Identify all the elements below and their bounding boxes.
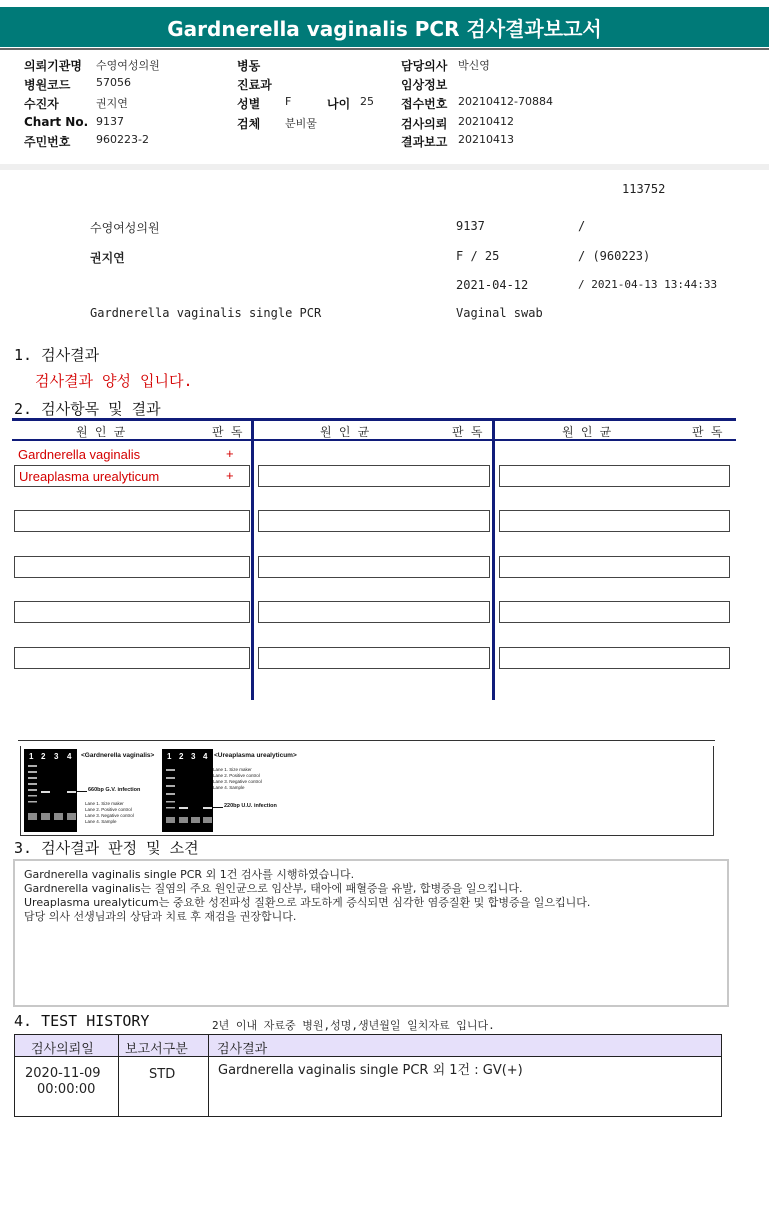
legend-line: Lane 4. Sample bbox=[213, 785, 245, 790]
column-header-pathogen: 원 인 균 bbox=[562, 425, 612, 439]
empty-row bbox=[499, 556, 730, 578]
lane-number: 2 bbox=[41, 752, 46, 761]
history-type: STD bbox=[149, 1067, 176, 1082]
header-value-hospital-code: 57056 bbox=[96, 76, 131, 89]
gel-band-label-gv: 660bp G.V. infection bbox=[88, 787, 141, 793]
column-header-judgement: 판 독 bbox=[212, 425, 243, 439]
legend-line: Lane 3. Negative control bbox=[85, 813, 134, 818]
history-date: 2020-11-09 bbox=[25, 1066, 101, 1081]
header-label: 나이 bbox=[327, 97, 351, 111]
section2-heading: 2. 검사항목 및 결과 bbox=[14, 400, 161, 418]
report-title: Gardnerella vaginalis PCR 검사결과보고서 bbox=[0, 7, 769, 47]
history-header-row bbox=[15, 1035, 721, 1057]
history-col-date: 검사의뢰일 bbox=[31, 1042, 94, 1057]
column-header-judgement: 판 독 bbox=[692, 425, 723, 439]
info-test-name: Gardnerella vaginalis single PCR bbox=[90, 306, 322, 320]
legend-line: Lane 2. Positive control bbox=[213, 773, 260, 778]
column-header-pathogen: 원 인 균 bbox=[76, 425, 126, 439]
header-label: 담당의사 bbox=[401, 59, 448, 73]
gel-top-rule bbox=[18, 740, 715, 741]
header-value-report-date: 20210413 bbox=[458, 133, 514, 146]
gel-title-uu: <Ureaplasma urealyticum> bbox=[214, 752, 297, 759]
result-row bbox=[14, 465, 250, 487]
info-sex-age: F / 25 bbox=[456, 249, 500, 263]
header-label: 진료과 bbox=[237, 78, 272, 92]
empty-row bbox=[14, 647, 250, 669]
info-report-datetime: / 2021-04-13 13:44:33 bbox=[578, 278, 718, 291]
header-value-request-date: 20210412 bbox=[458, 115, 514, 128]
header-divider bbox=[0, 164, 769, 170]
header-value-receipt-number: 20210412-70884 bbox=[458, 95, 553, 108]
empty-row bbox=[499, 510, 730, 532]
header-label: 결과보고 bbox=[401, 135, 448, 149]
gel-legend-uu bbox=[213, 767, 262, 791]
positive-result-text: 검사결과 양성 입니다. bbox=[35, 372, 193, 390]
header-label: 성별 bbox=[237, 97, 261, 111]
header-label: 접수번호 bbox=[401, 97, 448, 111]
result-positive: + bbox=[226, 446, 234, 461]
gel-photo-gv bbox=[24, 749, 77, 832]
history-col-type: 보고서구분 bbox=[125, 1042, 188, 1057]
empty-row bbox=[14, 601, 250, 623]
lane-number: 2 bbox=[179, 752, 184, 761]
header-label: 병동 bbox=[237, 59, 261, 73]
header-value-hospital: 수영여성의원 bbox=[96, 59, 160, 72]
header-label: Chart No. bbox=[24, 115, 89, 129]
history-col-result: 검사결과 bbox=[217, 1042, 268, 1057]
header-value-patient: 권지연 bbox=[96, 97, 128, 110]
history-note: 2년 이내 자료중 병원,성명,생년월일 일치자료 입니다. bbox=[212, 1019, 495, 1032]
header-label: 병원코드 bbox=[24, 78, 71, 92]
header-label: 수진자 bbox=[24, 97, 59, 111]
history-table bbox=[14, 1034, 722, 1117]
empty-row bbox=[258, 647, 490, 669]
opinion-line: Gardnerella vaginalis는 질염의 주요 원인균으로 임산부, 태아에 패혈증을 유발, 합병증을 일으킵니다. bbox=[24, 882, 523, 895]
section4-heading: 4. TEST HISTORY bbox=[14, 1012, 150, 1030]
empty-row bbox=[499, 465, 730, 487]
empty-row bbox=[258, 601, 490, 623]
header-label: 주민번호 bbox=[24, 135, 71, 149]
band-arrow bbox=[213, 807, 223, 808]
legend-line: Lane 4. Sample bbox=[85, 819, 117, 824]
pathogen-name: Ureaplasma urealyticum bbox=[19, 469, 160, 484]
legend-line: Lane 2. Positive control bbox=[85, 807, 132, 812]
column-header-judgement: 판 독 bbox=[452, 425, 483, 439]
header-label: 임상정보 bbox=[401, 78, 448, 92]
header-value-resident-number: 960223-2 bbox=[96, 133, 149, 146]
band-arrow bbox=[77, 791, 87, 792]
gel-legend-gv bbox=[85, 801, 134, 825]
lane-number: 1 bbox=[167, 752, 172, 761]
opinion-line: Ureaplasma urealyticum는 중요한 성전파성 질환으로 과도하게 증식되면 심각한 염증질환 및 합병증을 일으킵니다. bbox=[24, 896, 591, 909]
info-hospital: 수영여성의원 bbox=[90, 221, 160, 235]
result-positive: + bbox=[226, 468, 234, 483]
info-patient-name: 권지연 bbox=[90, 251, 125, 265]
header-value-doctor: 박신영 bbox=[458, 59, 490, 72]
empty-row bbox=[258, 510, 490, 532]
section3-heading: 3. 검사결과 판정 및 소견 bbox=[14, 839, 199, 857]
header-value-age: 25 bbox=[360, 95, 374, 108]
result-row bbox=[14, 443, 250, 465]
gel-photo-uu bbox=[162, 749, 213, 832]
opinion-line: Gardnerella vaginalis single PCR 외 1건 검사를 시행하였습니다. bbox=[24, 868, 355, 881]
header-label: 검사의뢰 bbox=[401, 117, 448, 131]
history-time: 00:00:00 bbox=[37, 1082, 96, 1097]
header-info bbox=[0, 52, 769, 162]
empty-row bbox=[14, 510, 250, 532]
empty-row bbox=[14, 556, 250, 578]
gel-band-label-uu: 220bp U.U. infection bbox=[224, 803, 277, 809]
header-label: 의뢰기관명 bbox=[24, 59, 82, 73]
results-table bbox=[12, 418, 736, 700]
column-header-pathogen: 원 인 균 bbox=[320, 425, 370, 439]
legend-line: Lane 3. Negative control bbox=[213, 779, 262, 784]
header-value-specimen: 분비물 bbox=[285, 117, 317, 130]
header-value-chart: 9137 bbox=[96, 115, 124, 128]
info-separator: / bbox=[578, 219, 586, 233]
lane-number: 3 bbox=[54, 752, 59, 761]
lane-number: 4 bbox=[203, 752, 208, 761]
lane-number: 4 bbox=[67, 752, 72, 761]
column-divider bbox=[118, 1035, 119, 1116]
opinion-box bbox=[13, 859, 729, 1007]
info-chart-number: 9137 bbox=[456, 219, 485, 233]
info-birth-id: / (960223) bbox=[578, 249, 651, 263]
title-divider bbox=[0, 48, 769, 50]
lane-number: 1 bbox=[29, 752, 34, 761]
opinion-line: 담당 의사 선생님과의 상담과 치료 후 재검을 권장합니다. bbox=[24, 910, 297, 923]
gel-title-gv: <Gardnerella vaginalis> bbox=[81, 752, 155, 759]
column-divider bbox=[208, 1035, 209, 1116]
gel-image-frame bbox=[20, 746, 714, 836]
info-request-date: 2021-04-12 bbox=[456, 278, 529, 292]
lane-number: 3 bbox=[191, 752, 196, 761]
document-number: 113752 bbox=[622, 182, 666, 196]
empty-row bbox=[258, 465, 490, 487]
empty-row bbox=[499, 647, 730, 669]
empty-row bbox=[258, 556, 490, 578]
header-label: 검체 bbox=[237, 117, 261, 131]
pathogen-name: Gardnerella vaginalis bbox=[18, 447, 141, 462]
header-value-sex: F bbox=[285, 95, 292, 108]
info-specimen: Vaginal swab bbox=[456, 306, 543, 320]
section1-heading: 1. 검사결과 bbox=[14, 346, 100, 364]
empty-row bbox=[499, 601, 730, 623]
history-result: Gardnerella vaginalis single PCR 외 1건 : GV(+) bbox=[218, 1063, 523, 1078]
legend-line: Lane 1. Size maker bbox=[213, 767, 252, 772]
legend-line: Lane 1. Size maker bbox=[85, 801, 124, 806]
